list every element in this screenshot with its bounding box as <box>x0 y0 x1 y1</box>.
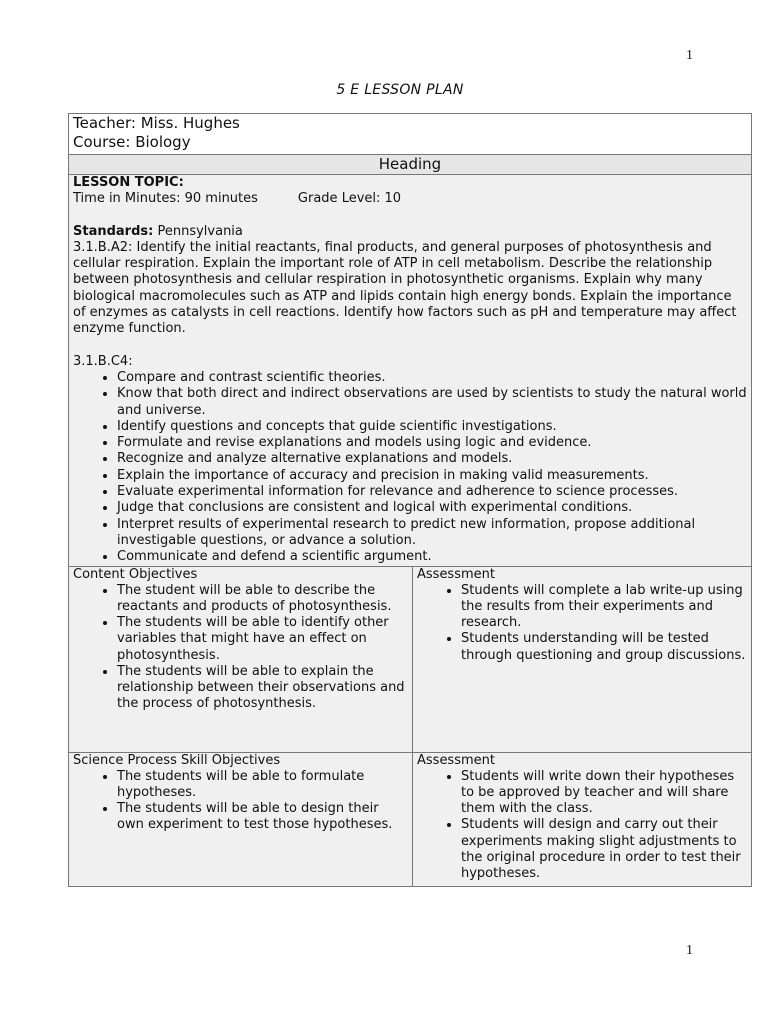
list-item: • Communicate and defend a scientific argument. <box>117 549 747 565</box>
standard-a2-text: 3.1.B.A2: Identify the initial reactants, final products, and general purposes of photosynthesis and cellular respiration. Explain the important role of ATP in cell metabolism. Describe the relationship between photosynthesis and cellular respiration in photosynthetic organisms. Explain why many biological macromolecules such as ATP and lipids contain high energy bonds. Explain the importance of enzymes as catalysts in cell reactions. Identify how factors such as pH and temperature may affect enzyme function. <box>73 239 737 337</box>
list-item: • Interpret results of experimental research to predict new information, propose additional investigable questions, or advance a solution. <box>117 517 747 550</box>
list-item: • Students understanding will be tested through questioning and group discussions. <box>461 631 747 663</box>
document-title: 5 E LESSON PLAN <box>336 82 464 98</box>
process-assessment-list <box>417 769 747 882</box>
course-line: Course: Biology <box>73 133 191 151</box>
standards-value: Pennsylvania <box>153 223 243 239</box>
standards-line <box>73 224 747 240</box>
section-heading: Heading <box>69 155 752 175</box>
list-item: • Students will complete a lab write-up using the results from their experiments and research. <box>461 583 747 632</box>
list-item: • Evaluate experimental information for relevance and adherence to science processes. <box>117 484 747 500</box>
lesson-plan-table <box>68 113 752 887</box>
content-assessment-cell <box>413 566 752 752</box>
process-objectives-list <box>73 769 408 834</box>
list-item: • Formulate and revise explanations and models using logic and evidence. <box>117 435 747 451</box>
list-item: • Students will write down their hypotheses to be approved by teacher and will share them with the class. <box>461 769 747 818</box>
process-objectives-cell <box>69 752 413 886</box>
process-objectives-title: Science Process Skill Objectives <box>73 752 281 768</box>
lesson-topic-label: LESSON TOPIC: <box>73 175 184 190</box>
list-item: • The students will be able to formulate hypotheses. <box>117 769 408 801</box>
list-item: • Students will design and carry out their experiments making slight adjustments to the original procedure in order to test their hypotheses. <box>461 817 747 882</box>
process-assessment-cell <box>413 752 752 886</box>
content-objectives-cell <box>69 566 413 752</box>
list-item: • Know that both direct and indirect observations are used by scientists to study the natural world and universe. <box>117 386 747 419</box>
content-objectives-title: Content Objectives <box>73 566 198 582</box>
page-number-top: 1 <box>686 48 693 63</box>
content-assessment-list <box>417 583 747 664</box>
content-objectives-list <box>73 583 408 713</box>
list-item: • The student will be able to describe the reactants and products of photosynthesis. <box>117 583 408 615</box>
lesson-topic-cell <box>69 175 752 567</box>
list-item: • Compare and contrast scientific theories. <box>117 370 747 386</box>
time-in-minutes: Time in Minutes: 90 minutes <box>73 191 258 207</box>
list-item: • Recognize and analyze alternative explanations and models. <box>117 451 747 467</box>
teacher-course-cell <box>69 114 752 155</box>
list-item: • Judge that conclusions are consistent and logical with experimental conditions. <box>117 500 747 516</box>
list-item: • The students will be able to design their own experiment to test those hypotheses. <box>117 801 408 833</box>
standards-label: Standards: <box>73 223 154 239</box>
content-assessment-title: Assessment <box>417 566 495 582</box>
page-number-bottom: 1 <box>686 943 693 958</box>
list-item: • Identify questions and concepts that guide scientific investigations. <box>117 419 747 435</box>
grade-level: Grade Level: 10 <box>297 191 402 207</box>
time-grade-line <box>73 191 747 207</box>
c4-list <box>73 370 747 566</box>
list-item: • The students will be able to explain the relationship between their observations and the process of photosynthesis. <box>117 664 408 713</box>
process-assessment-title: Assessment <box>417 752 495 768</box>
standard-c4-label: 3.1.B.C4: <box>73 353 133 369</box>
list-item: • Explain the importance of accuracy and precision in making valid measurements. <box>117 468 747 484</box>
list-item: • The students will be able to identify other variables that might have an effect on photosynthesis. <box>117 615 408 664</box>
teacher-line: Teacher: Miss. Hughes <box>73 114 240 132</box>
